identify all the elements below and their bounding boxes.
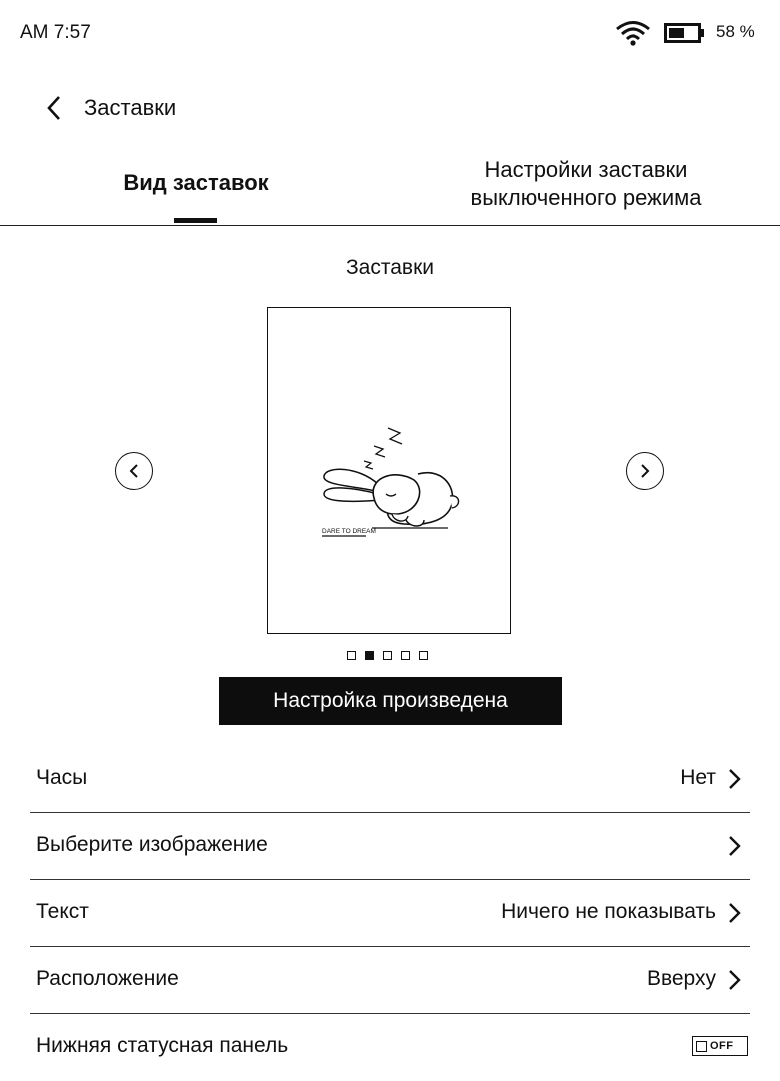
chevron-right-icon bbox=[726, 968, 742, 992]
bottom-status-bar-toggle[interactable] bbox=[692, 1036, 748, 1056]
tab-poweroff-screensaver-settings[interactable] bbox=[392, 156, 780, 212]
battery-percent: 58 % bbox=[716, 22, 755, 41]
setting-value: Нет bbox=[680, 766, 716, 789]
setting-value: Вверху bbox=[646, 967, 716, 990]
chevron-right-icon bbox=[726, 767, 742, 791]
setting-label: Нижняя статусная панель bbox=[36, 1034, 289, 1057]
tab-label-line1: Настройки заставки bbox=[484, 157, 688, 182]
section-title: Заставки bbox=[346, 256, 434, 279]
setting-label: Текст bbox=[36, 900, 89, 923]
setting-row-text[interactable] bbox=[30, 880, 750, 947]
next-screensaver-button[interactable] bbox=[626, 452, 664, 490]
page-title: Заставки bbox=[84, 95, 177, 120]
preview-caption: DARE TO DREAM bbox=[322, 528, 376, 535]
chevron-right-icon bbox=[726, 901, 742, 925]
status-time: AM 7:57 bbox=[20, 22, 91, 43]
toggle-knob bbox=[696, 1041, 707, 1052]
status-bar bbox=[0, 20, 780, 44]
page-dot[interactable] bbox=[419, 651, 428, 660]
tab-screensaver-view[interactable]: Вид заставок bbox=[123, 170, 269, 195]
page-indicator bbox=[347, 651, 428, 661]
battery-icon bbox=[664, 23, 706, 43]
setting-label: Расположение bbox=[36, 967, 179, 990]
setting-row-position[interactable] bbox=[30, 947, 750, 1014]
setting-row-clock[interactable] bbox=[30, 746, 750, 813]
wifi-icon bbox=[615, 20, 651, 46]
chevron-left-icon bbox=[49, 97, 59, 119]
setting-row-bottom-status-bar[interactable] bbox=[30, 1014, 750, 1081]
screensaver-preview[interactable] bbox=[267, 307, 511, 634]
tab-bar bbox=[0, 150, 780, 226]
setting-label: Часы bbox=[36, 766, 88, 789]
apply-status-toast: Настройка произведена bbox=[219, 677, 562, 725]
tab-label-line2: выключенного режима bbox=[470, 185, 702, 210]
chevron-right-icon bbox=[726, 834, 742, 858]
chevron-left-icon bbox=[127, 462, 141, 480]
page-dot[interactable] bbox=[347, 651, 356, 660]
chevron-right-icon bbox=[638, 462, 652, 480]
toggle-state: OFF bbox=[710, 1040, 734, 1052]
page-header bbox=[0, 92, 780, 124]
setting-label: Выберите изображение bbox=[36, 833, 268, 856]
back-button[interactable] bbox=[40, 92, 70, 124]
previous-screensaver-button[interactable] bbox=[115, 452, 153, 490]
sleeping-rabbit-illustration bbox=[268, 308, 509, 632]
page-dot[interactable] bbox=[401, 651, 410, 660]
setting-value: Ничего не показывать bbox=[501, 900, 716, 923]
active-tab-indicator bbox=[174, 218, 217, 223]
page-dot-active[interactable] bbox=[365, 651, 374, 660]
page-dot[interactable] bbox=[383, 651, 392, 660]
setting-row-select-image[interactable] bbox=[30, 813, 750, 880]
